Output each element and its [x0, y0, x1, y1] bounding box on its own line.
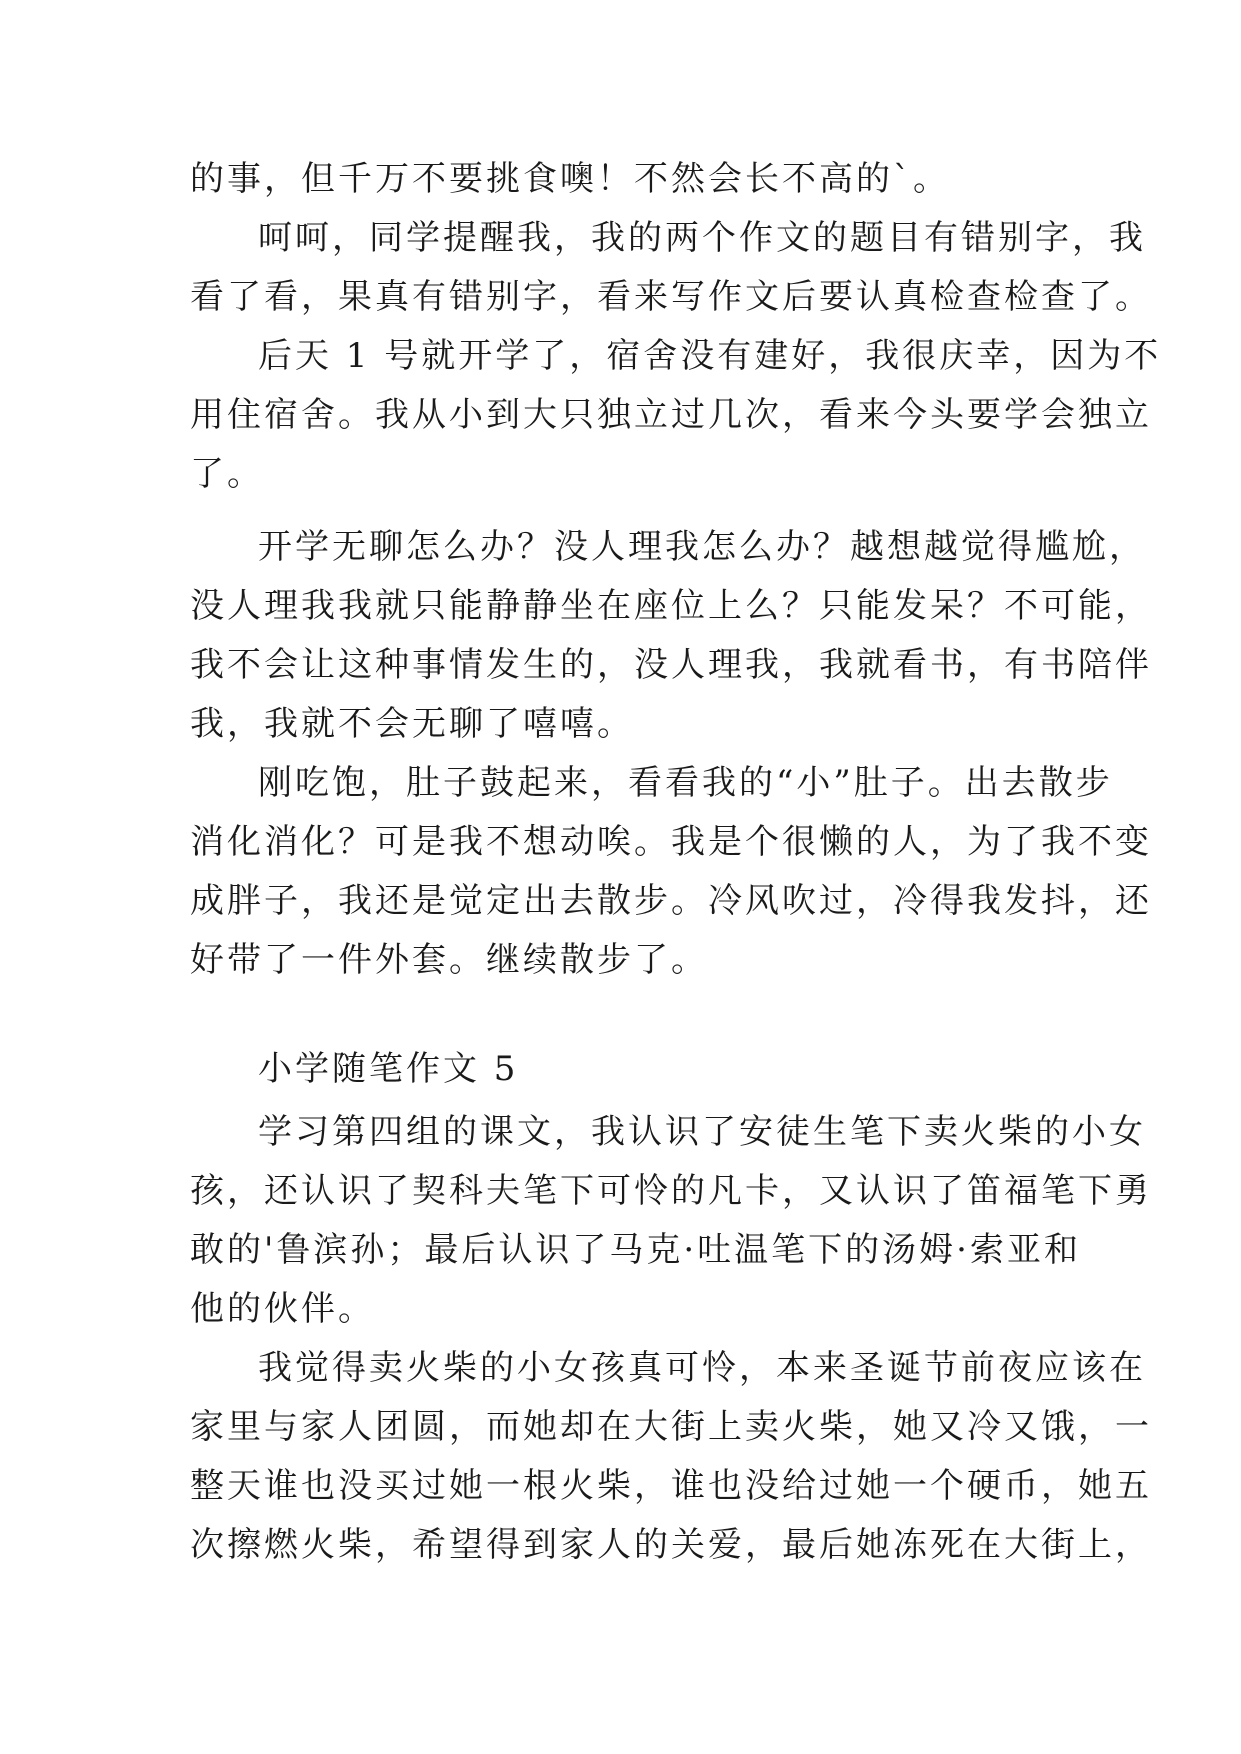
section-title: 小学随笔作文 5 [258, 1049, 519, 1089]
text-line: 学习第四组的课文，我认识了安徒生笔下卖火柴的小女 [258, 1112, 1146, 1152]
text-line: 呵呵，同学提醒我，我的两个作文的题目有错别字，我 [258, 218, 1146, 258]
paragraph [190, 327, 1162, 504]
text-line: 的事，但千万不要挑食噢！不然会长不高的`。 [190, 159, 950, 199]
text-line: 刚吃饱，肚子鼓起来，看看我的“小”肚子。出去散步 [258, 763, 1113, 803]
document-page [190, 150, 1162, 1575]
text-line: 好带了一件外套。继续散步了。 [190, 940, 708, 980]
text-line: 我不会让这种事情发生的，没人理我，我就看书，有书陪伴 [190, 645, 1152, 685]
text-line: 整天谁也没买过她一根火柴，谁也没给过她一个硬币，她五 [190, 1466, 1152, 1506]
text-line: 敢的'鲁滨孙；最后认识了马克·吐温笔下的汤姆·索亚和 [190, 1230, 1081, 1270]
text-line: 他的伙伴。 [190, 1289, 375, 1329]
text-line: 用住宿舍。我从小到大只独立过几次，看来今头要学会独立 [190, 395, 1152, 435]
paragraph [190, 754, 1152, 990]
text-line: 我觉得卖火柴的小女孩真可怜，本来圣诞节前夜应该在 [258, 1348, 1146, 1388]
text-line: 家里与家人团圆，而她却在大街上卖火柴，她又冷又饿，一 [190, 1407, 1152, 1447]
paragraph [190, 1339, 1152, 1575]
text-line: 了。 [190, 454, 264, 494]
text-line: 看了看，果真有错别字，看来写作文后要认真检查检查了。 [190, 277, 1152, 317]
text-line: 没人理我我就只能静静坐在座位上么？只能发呆？不可能， [190, 586, 1152, 626]
text-line: 孩，还认识了契科夫笔下可怜的凡卡，又认识了笛福笔下勇 [190, 1171, 1152, 1211]
text-line: 消化消化？可是我不想动唉。我是个很懒的人，为了我不变 [190, 822, 1152, 862]
text-line: 开学无聊怎么办？没人理我怎么办？越想越觉得尴尬， [258, 527, 1146, 567]
paragraph [190, 1103, 1152, 1339]
text-line: 后天 1 号就开学了，宿舍没有建好，我很庆幸，因为不 [258, 336, 1162, 376]
paragraph [190, 518, 1152, 754]
paragraph [190, 209, 1152, 327]
text-line: 次擦燃火柴，希望得到家人的关爱，最后她冻死在大街上， [190, 1525, 1152, 1565]
text-line: 成胖子，我还是觉定出去散步。冷风吹过，冷得我发抖，还 [190, 881, 1152, 921]
text-line: 我，我就不会无聊了嘻嘻。 [190, 704, 634, 744]
paragraph [190, 150, 1070, 209]
